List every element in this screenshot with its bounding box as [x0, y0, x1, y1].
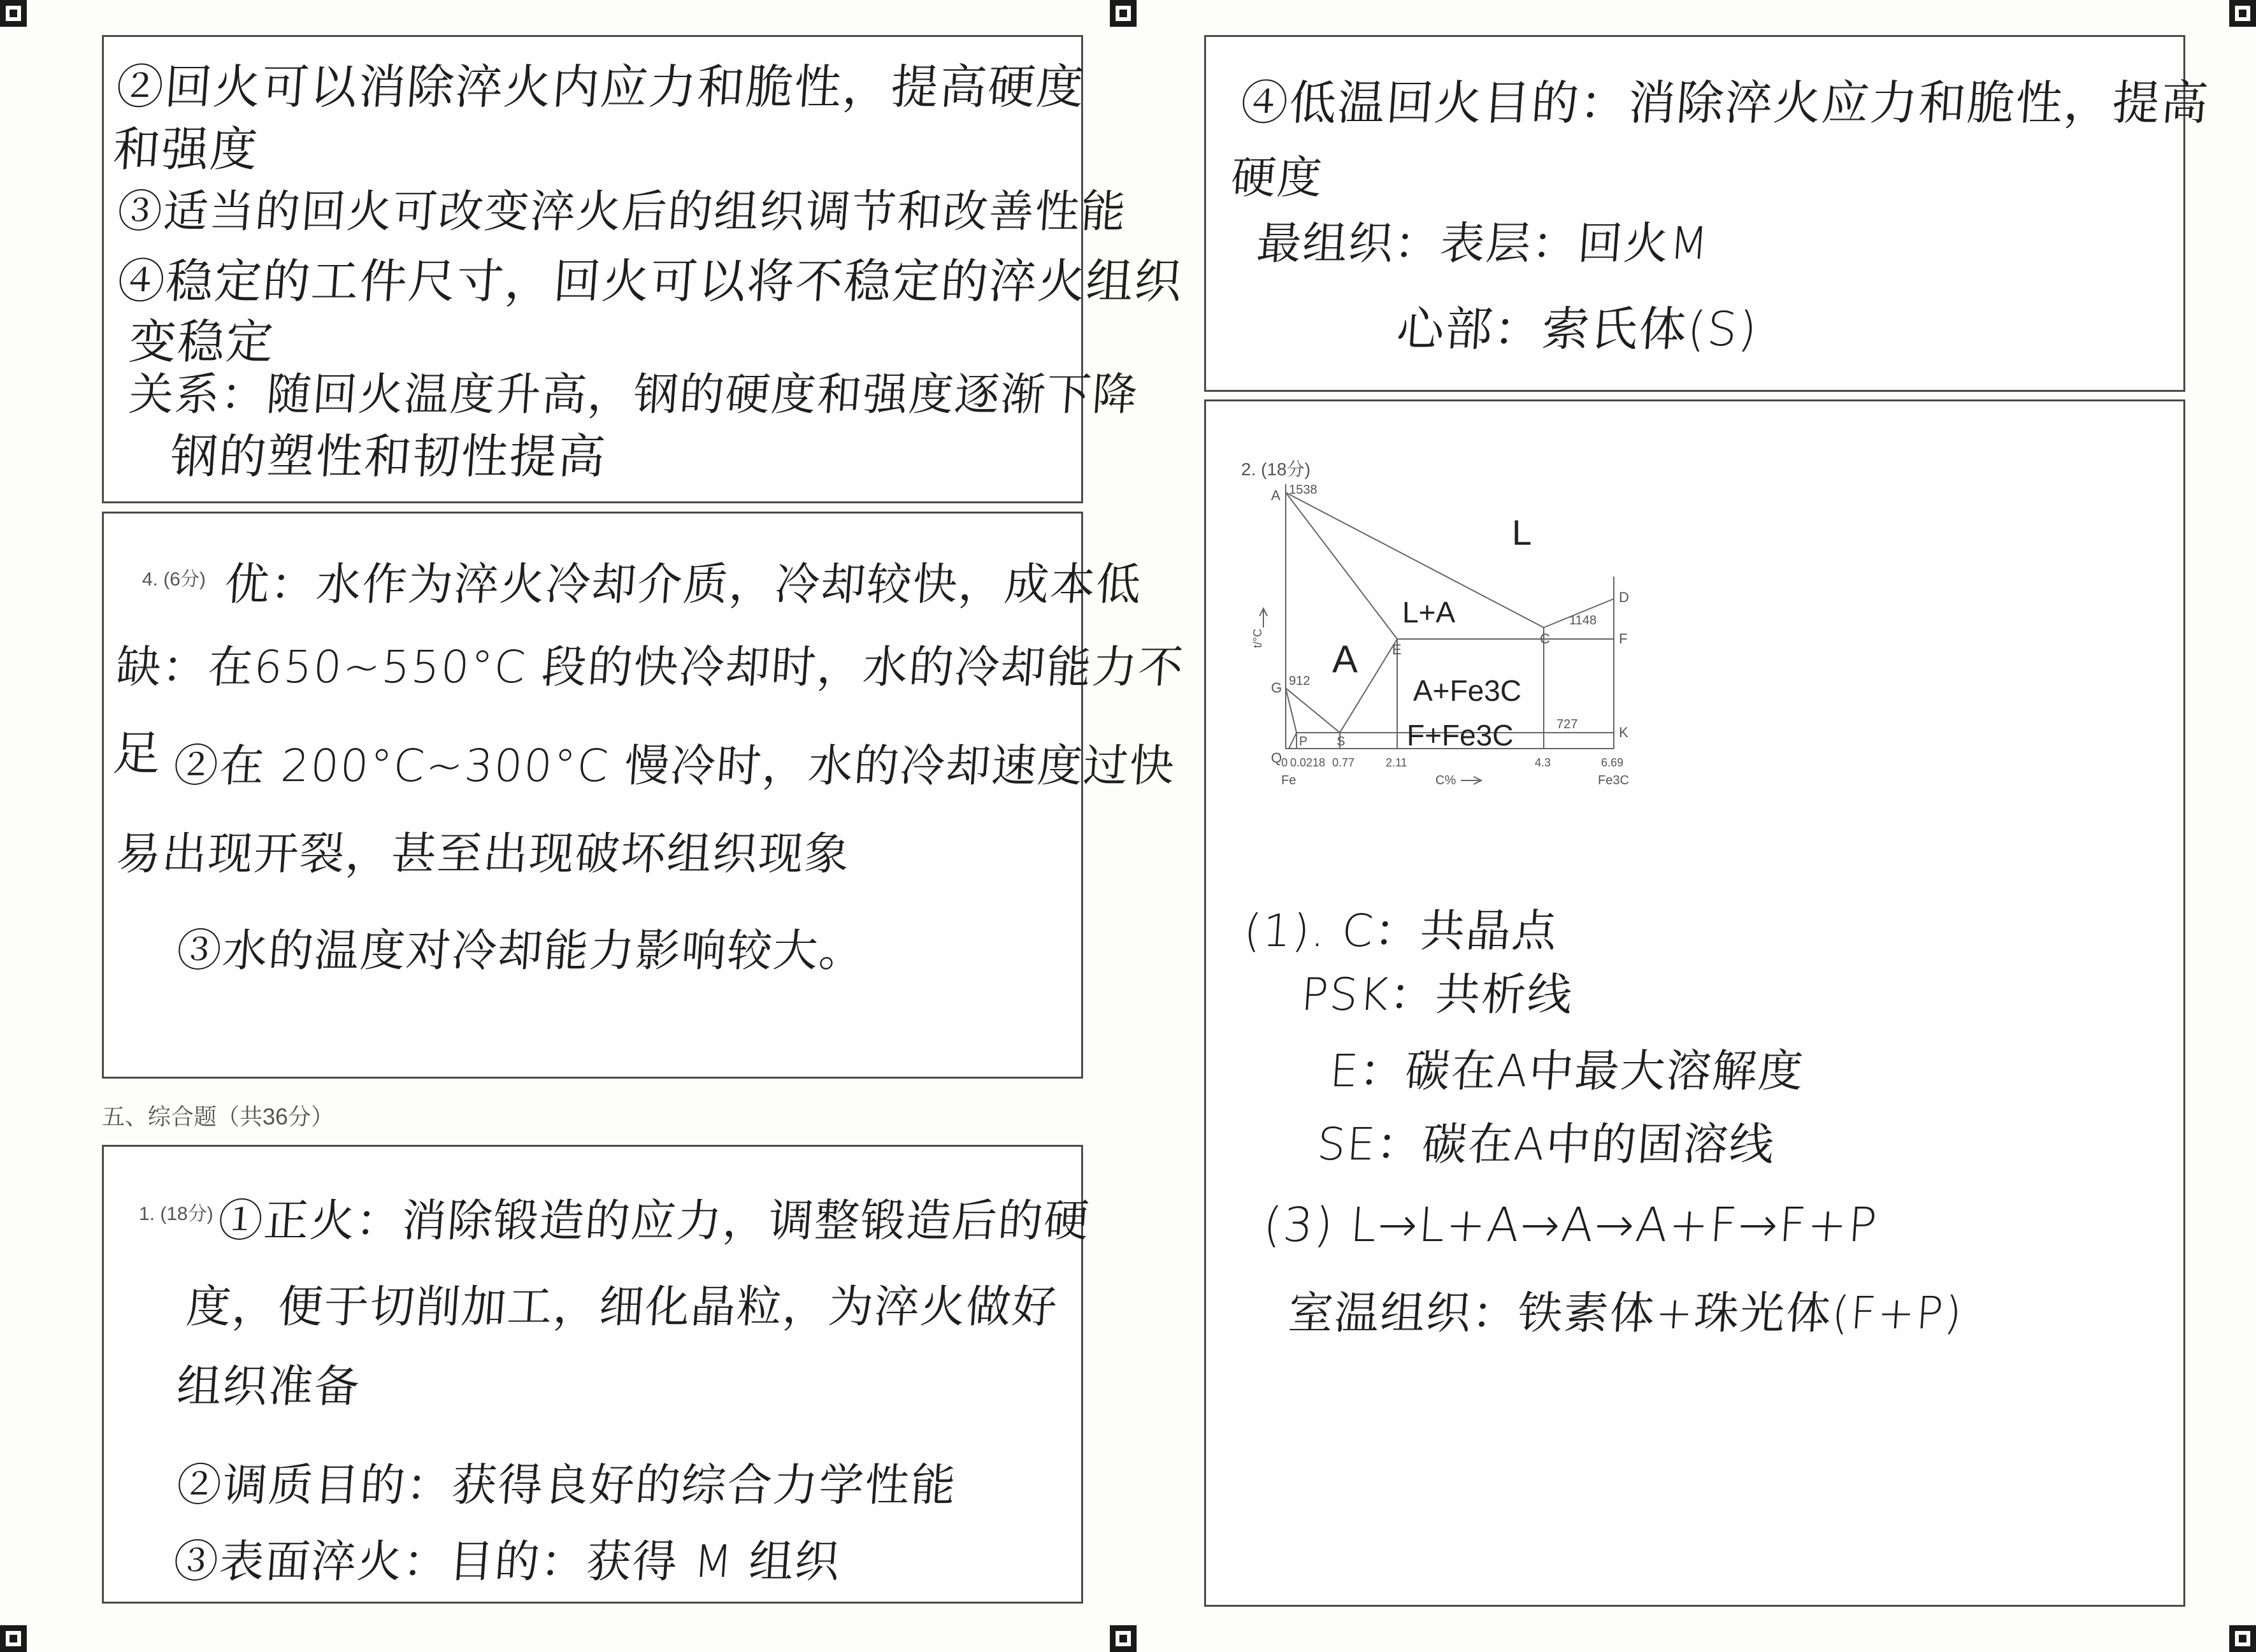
answer-line: ②在 200°C~300°C 慢冷时，水的冷却速度过快 — [171, 740, 1177, 792]
registration-mark-bottom-left — [0, 1625, 27, 1652]
answer-line: 钢的塑性和韧性提高 — [168, 429, 608, 484]
answer-line: 硬度 — [1229, 152, 1325, 204]
region-label-l: L — [1512, 512, 1532, 552]
section-title: 五、综合题（共36分） — [102, 1103, 334, 1130]
answer-line: SE：碳在A中的固溶线 — [1315, 1118, 1778, 1170]
answer-line: (1). C：共晶点 — [1242, 905, 1560, 957]
answer-line: 足 — [111, 726, 164, 781]
answer-line: 室温组织：铁素体+珠光体(F+P) — [1286, 1287, 1965, 1339]
region-label-a-fe3c: A+Fe3C — [1413, 674, 1522, 707]
x-tick-2-11: 2.11 — [1386, 756, 1407, 769]
answer-line: ②调质目的：获得良好的综合力学性能 — [175, 1459, 959, 1511]
answer-line: 最组织：表层：回火M — [1254, 217, 1711, 269]
answer-line: ④低温回火目的：消除淬火应力和脆性，提高 — [1239, 76, 2211, 131]
x-tick-0-0218: 0.0218 — [1290, 756, 1326, 769]
left-answer-box-q4 — [102, 512, 1186, 1079]
point-label-f: F — [1619, 631, 1628, 647]
registration-mark-top-center — [1110, 0, 1137, 27]
temp-label-727: 727 — [1556, 717, 1578, 731]
right-answer-box-q2 — [1204, 399, 2185, 1607]
right-answer-box-1 — [1204, 35, 2211, 392]
region-label-f-fe3c: F+Fe3C — [1407, 719, 1514, 752]
answer-line: 和强度 — [111, 122, 261, 177]
x-left-label: Fe — [1281, 773, 1297, 787]
registration-mark-top-right — [2229, 0, 2256, 27]
temp-label-912: 912 — [1289, 674, 1311, 688]
point-label-a: A — [1271, 487, 1281, 503]
left-answer-box-1 — [102, 35, 1185, 503]
point-label-g: G — [1271, 680, 1282, 696]
x-tick-0-77: 0.77 — [1332, 756, 1355, 769]
answer-line: 易出现开裂，甚至出现破坏组织现象 — [114, 828, 852, 880]
answer-line: 优：水作为淬火冷却介质，冷却较快，成本低 — [222, 558, 1144, 610]
x-axis-label: C% — [1435, 773, 1456, 787]
answer-line: 缺：在650~550°C 段的快冷却时，水的冷却能力不 — [114, 641, 1186, 693]
x-right-label: Fe3C — [1598, 773, 1629, 787]
answer-line: 组织准备 — [175, 1360, 363, 1412]
solidus-ae — [1286, 492, 1397, 639]
x-tick-4-3: 4.3 — [1535, 756, 1551, 769]
x-tick-6-69: 6.69 — [1601, 756, 1624, 769]
answer-line: 心部：索氏体(S) — [1395, 302, 1760, 357]
answer-line: E：碳在A中最大溶解度 — [1328, 1045, 1806, 1097]
region-label-a: A — [1332, 638, 1358, 680]
answer-line: ④稳定的工件尺寸，回火可以将不稳定的淬火组织 — [115, 254, 1185, 309]
answer-line: ③适当的回火可改变淬火后的组织调节和改善性能 — [115, 185, 1129, 238]
left-answer-box-q1 — [102, 1145, 1092, 1604]
gp-line — [1286, 688, 1297, 733]
registration-mark-bottom-right — [2229, 1625, 2256, 1652]
answer-line: ②回火可以消除淬火内应力和脆性，提高硬度 — [114, 60, 1087, 115]
point-label-q: Q — [1271, 750, 1282, 766]
gs-line — [1286, 688, 1340, 733]
answer-line: 关系：随回火温度升高，钢的硬度和强度逐渐下降 — [127, 368, 1140, 420]
answer-line: 变稳定 — [127, 315, 277, 370]
point-label-s: S — [1337, 735, 1346, 749]
answer-line: PSK：共析线 — [1299, 968, 1576, 1021]
region-label-l-a: L+A — [1402, 596, 1456, 629]
temp-label-1148: 1148 — [1569, 614, 1597, 628]
fe-fe3c-phase-diagram — [1225, 475, 1684, 819]
x-tick-0: 0 — [1281, 756, 1288, 769]
y-axis-label: t/°C — [1251, 628, 1264, 648]
registration-mark-bottom-center — [1110, 1625, 1137, 1652]
point-label-k: K — [1619, 724, 1628, 740]
question-number: 2. (18分) — [1241, 459, 1311, 479]
question-number: 1. (18分) — [139, 1203, 213, 1225]
answer-line: 度，便于切削加工，细化晶粒，为淬火做好 — [184, 1281, 1060, 1333]
temp-label-1538: 1538 — [1289, 483, 1318, 497]
answer-line: ③表面淬火：目的：获得 M 组织 — [171, 1535, 843, 1588]
point-label-p: P — [1299, 735, 1308, 749]
answer-line: (3) L→L+A→A→A+F→F+P — [1261, 1198, 1880, 1253]
answer-line: ①正火：消除锻造的应力，调整锻造后的硬 — [216, 1195, 1092, 1247]
pq-line — [1289, 733, 1297, 749]
point-label-c: C — [1540, 631, 1550, 647]
point-label-e: E — [1392, 642, 1402, 657]
registration-mark-top-left — [0, 0, 27, 27]
question-number: 4. (6分) — [142, 569, 206, 590]
answer-line: ③水的温度对冷却能力影响较大。 — [175, 924, 867, 977]
point-label-d: D — [1619, 589, 1629, 605]
